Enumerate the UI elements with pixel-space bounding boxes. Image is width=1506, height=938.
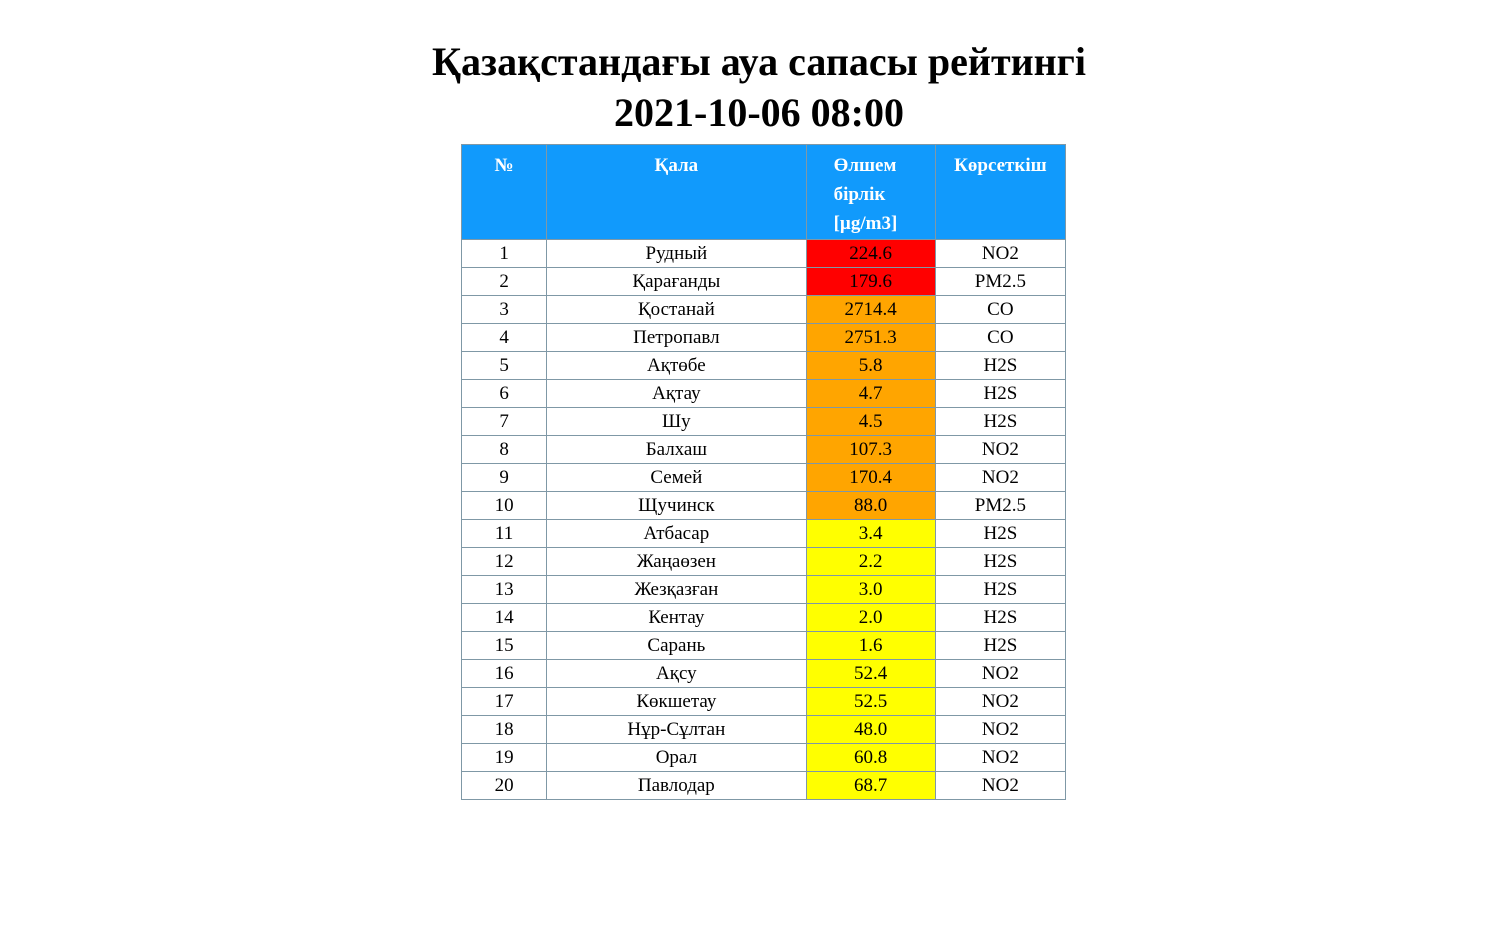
cell-value: 2.0 (806, 604, 935, 632)
cell-indicator: H2S (935, 548, 1065, 576)
cell-number: 19 (462, 744, 547, 772)
cell-city: Ақтау (547, 380, 806, 408)
cell-indicator: NO2 (935, 716, 1065, 744)
table-row (462, 492, 1066, 520)
cell-city: Балхаш (547, 436, 806, 464)
table-row (462, 772, 1066, 800)
table-row (462, 296, 1066, 324)
table-row (462, 688, 1066, 716)
cell-number: 8 (462, 436, 547, 464)
table-row (462, 520, 1066, 548)
cell-city: Сарань (547, 632, 806, 660)
cell-indicator: H2S (935, 632, 1065, 660)
table-row (462, 240, 1066, 268)
cell-city: Ақтөбе (547, 352, 806, 380)
table-header-row (462, 145, 1066, 240)
cell-city: Жаңаөзен (547, 548, 806, 576)
header-indicator: Көрсеткіш (935, 145, 1065, 240)
cell-value: 4.5 (806, 408, 935, 436)
page-title-datetime: 2021-10-06 08:00 (614, 90, 904, 135)
cell-value: 2714.4 (806, 296, 935, 324)
cell-city: Қарағанды (547, 268, 806, 296)
cell-value: 48.0 (806, 716, 935, 744)
header-unit (806, 145, 935, 240)
cell-city: Атбасар (547, 520, 806, 548)
cell-value: 88.0 (806, 492, 935, 520)
table-row (462, 436, 1066, 464)
cell-value: 52.4 (806, 660, 935, 688)
cell-number: 2 (462, 268, 547, 296)
cell-number: 14 (462, 604, 547, 632)
cell-value: 3.4 (806, 520, 935, 548)
cell-value: 107.3 (806, 436, 935, 464)
cell-number: 3 (462, 296, 547, 324)
cell-indicator: NO2 (935, 688, 1065, 716)
cell-city: Семей (547, 464, 806, 492)
cell-value: 3.0 (806, 576, 935, 604)
header-city: Қала (547, 145, 806, 240)
table-row (462, 604, 1066, 632)
table-row (462, 744, 1066, 772)
cell-indicator: CO (935, 324, 1065, 352)
page-title-line1: Қазақстандағы ауа сапасы рейтингі (432, 39, 1086, 84)
cell-number: 13 (462, 576, 547, 604)
cell-city: Көкшетау (547, 688, 806, 716)
cell-indicator: H2S (935, 604, 1065, 632)
cell-city: Шу (547, 408, 806, 436)
table-row (462, 548, 1066, 576)
cell-city: Щучинск (547, 492, 806, 520)
cell-city: Кентау (547, 604, 806, 632)
cell-value: 60.8 (806, 744, 935, 772)
cell-value: 2.2 (806, 548, 935, 576)
page-title (0, 36, 1506, 138)
cell-number: 20 (462, 772, 547, 800)
cell-city: Қостанай (547, 296, 806, 324)
cell-number: 11 (462, 520, 547, 548)
cell-indicator: H2S (935, 352, 1065, 380)
cell-value: 5.8 (806, 352, 935, 380)
cell-number: 12 (462, 548, 547, 576)
cell-indicator: NO2 (935, 744, 1065, 772)
cell-indicator: H2S (935, 408, 1065, 436)
cell-indicator: H2S (935, 520, 1065, 548)
cell-city: Орал (547, 744, 806, 772)
cell-indicator: H2S (935, 380, 1065, 408)
table-row (462, 324, 1066, 352)
cell-city: Петропавл (547, 324, 806, 352)
table-row (462, 716, 1066, 744)
cell-number: 4 (462, 324, 547, 352)
cell-indicator: NO2 (935, 240, 1065, 268)
cell-number: 5 (462, 352, 547, 380)
header-unit-line1: Өлшем (833, 155, 897, 176)
cell-value: 68.7 (806, 772, 935, 800)
table-row (462, 268, 1066, 296)
cell-indicator: H2S (935, 576, 1065, 604)
cell-value: 224.6 (806, 240, 935, 268)
cell-indicator: NO2 (935, 772, 1065, 800)
cell-number: 15 (462, 632, 547, 660)
cell-number: 9 (462, 464, 547, 492)
cell-value: 179.6 (806, 268, 935, 296)
cell-value: 2751.3 (806, 324, 935, 352)
cell-indicator: NO2 (935, 464, 1065, 492)
cell-city: Павлодар (547, 772, 806, 800)
cell-city: Ақсу (547, 660, 806, 688)
air-quality-table (461, 144, 1066, 800)
table-row (462, 632, 1066, 660)
cell-city: Рудный (547, 240, 806, 268)
cell-indicator: NO2 (935, 660, 1065, 688)
cell-number: 1 (462, 240, 547, 268)
cell-number: 6 (462, 380, 547, 408)
table-row (462, 660, 1066, 688)
table-body (462, 240, 1066, 800)
cell-number: 16 (462, 660, 547, 688)
table-row (462, 464, 1066, 492)
cell-number: 18 (462, 716, 547, 744)
cell-city: Жезқазған (547, 576, 806, 604)
cell-number: 10 (462, 492, 547, 520)
cell-indicator: CO (935, 296, 1065, 324)
table-row (462, 352, 1066, 380)
cell-number: 7 (462, 408, 547, 436)
header-unit-line2: бірлік (833, 184, 886, 205)
header-number: № (462, 145, 547, 240)
cell-indicator: PM2.5 (935, 492, 1065, 520)
table-row (462, 576, 1066, 604)
cell-city: Нұр-Сұлтан (547, 716, 806, 744)
cell-value: 52.5 (806, 688, 935, 716)
cell-indicator: NO2 (935, 436, 1065, 464)
cell-number: 17 (462, 688, 547, 716)
cell-value: 4.7 (806, 380, 935, 408)
table-row (462, 380, 1066, 408)
header-unit-line3: [µg/m3] (833, 213, 898, 234)
table-row (462, 408, 1066, 436)
cell-value: 1.6 (806, 632, 935, 660)
cell-indicator: PM2.5 (935, 268, 1065, 296)
cell-value: 170.4 (806, 464, 935, 492)
